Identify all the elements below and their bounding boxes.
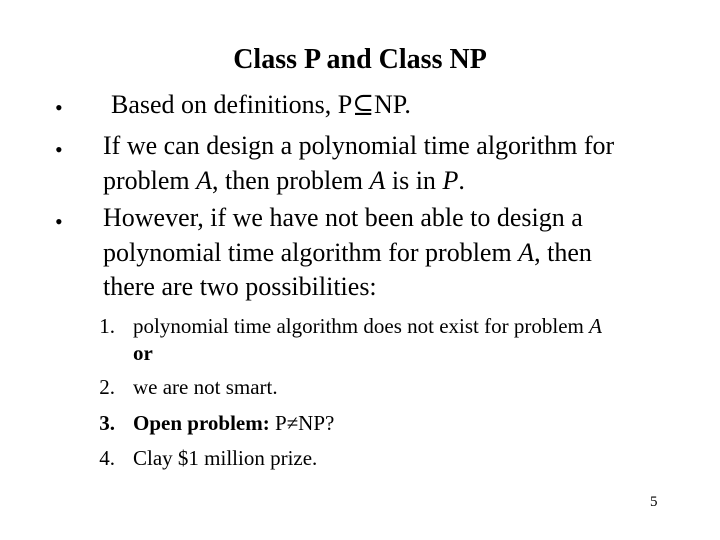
bullet-3-line-3: there are two possibilities: [103, 272, 377, 301]
bullet-1-line-1: Based on definitions, P⊆NP. [111, 90, 411, 119]
bullet-3-line-2: polynomial time algorithm for problem A, then [103, 238, 592, 267]
list-item-3: Open problem: P≠NP? [133, 411, 335, 435]
list-item-1: polynomial time algorithm does not exist for problem A [133, 314, 602, 338]
list-item-2: we are not smart. [133, 375, 278, 399]
bullet-2-line-2: problem A, then problem A is in P. [103, 166, 465, 195]
list-number: 3. [99, 411, 115, 435]
bullet-3-line-1: However, if we have not been able to design a [103, 203, 583, 232]
subset-symbol: ⊆ [352, 90, 375, 119]
bullet-marker: • [55, 209, 63, 234]
list-number: 2. [99, 375, 115, 399]
list-item-4: Clay $1 million prize. [133, 446, 318, 470]
bullet-marker: • [55, 137, 63, 162]
bullet-marker: • [55, 95, 63, 120]
list-number: 1. [99, 314, 115, 338]
page-number: 5 [650, 494, 658, 510]
bullet-2-line-1: If we can design a polynomial time algorithm for [103, 131, 615, 160]
list-item-1-or: or [133, 341, 153, 365]
list-number: 4. [99, 446, 115, 470]
slide-title: Class P and Class NP [233, 44, 487, 75]
